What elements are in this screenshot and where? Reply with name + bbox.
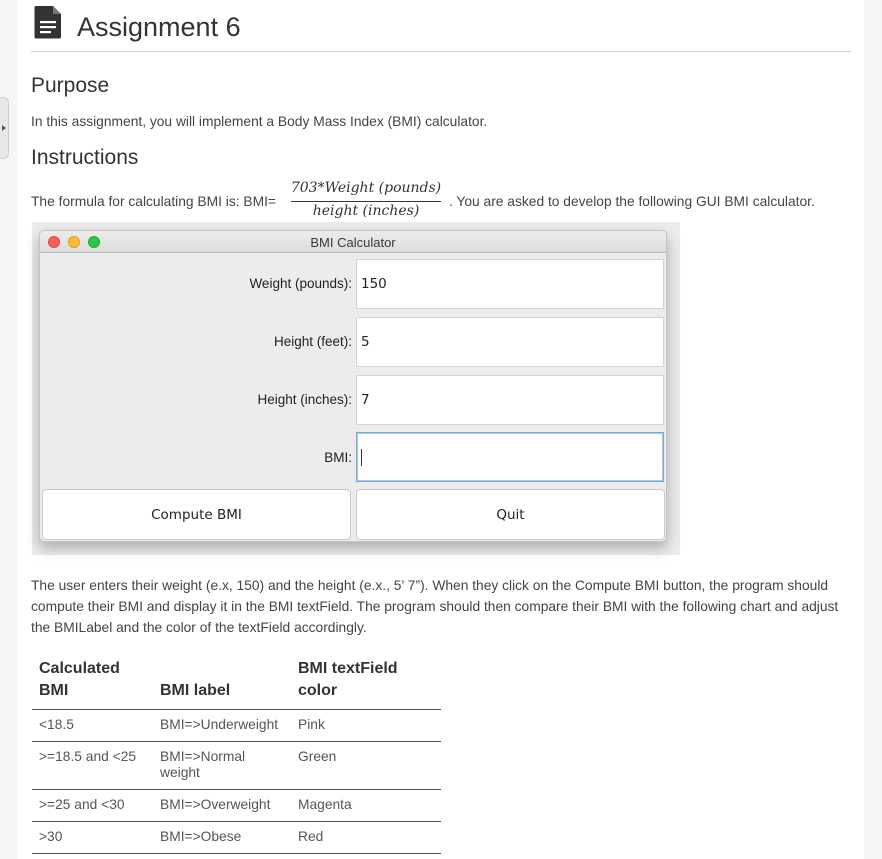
- header-bmi-label: BMI label: [153, 650, 291, 710]
- page-header: [31, 0, 851, 52]
- purpose-heading: Purpose: [31, 74, 110, 97]
- window-titlebar: [40, 231, 666, 253]
- cell-bmi-label: BMI=>Overweight: [153, 790, 291, 822]
- purpose-text: In this assignment, you will implement a Body Mass Index (BMI) calculator.: [31, 114, 488, 129]
- bmi-field[interactable]: [356, 432, 664, 482]
- page-title: Assignment 6: [77, 12, 241, 42]
- formula-numerator: 703*Weight (pounds): [290, 180, 442, 196]
- cell-bmi-range: >30: [32, 822, 153, 854]
- header-textfield-color: BMI textField color: [291, 650, 441, 710]
- cell-bmi-label: BMI=>Underweight: [153, 710, 291, 742]
- cell-color: Red: [291, 822, 441, 854]
- height-inches-label: Height (inches):: [257, 392, 352, 407]
- weight-field[interactable]: 150: [356, 259, 664, 309]
- document-icon: [33, 5, 63, 39]
- chevron-right-icon: [2, 125, 6, 131]
- table-row: [32, 822, 441, 854]
- formula-prefix: The formula for calculating BMI is: BMI=: [31, 194, 276, 209]
- bmi-label: BMI:: [324, 450, 352, 465]
- description-text: The user enters their weight (e.x, 150) and the height (e.x., 5’ 7”). When they click on the Compute BMI button, the program should compute their BMI and display it in the BMI textField. The program should then compare their BMI with the following chart and adjust the BMILabel and the color of the textField accordingly.: [31, 578, 839, 635]
- text-caret: [361, 449, 362, 466]
- calculator-screenshot: [32, 222, 680, 555]
- table-row: [32, 790, 441, 822]
- cell-bmi-range: >=18.5 and <25: [32, 742, 153, 790]
- cell-color: Green: [291, 742, 441, 790]
- formula-suffix: . You are asked to develop the following GUI BMI calculator.: [449, 194, 815, 209]
- cell-color: Pink: [291, 710, 441, 742]
- formula-line: [31, 180, 851, 224]
- weight-label: Weight (pounds):: [249, 276, 352, 291]
- table-row: [32, 742, 441, 790]
- assignment-page: [17, 0, 864, 859]
- quit-button[interactable]: Quit: [356, 489, 665, 540]
- height-feet-field[interactable]: 5: [356, 317, 664, 367]
- bmi-calculator-window: [39, 230, 667, 542]
- bmi-chart-table: [32, 650, 441, 854]
- sidebar-toggle[interactable]: [0, 97, 9, 159]
- fraction-bar: [291, 201, 441, 202]
- table-header-row: [32, 650, 441, 710]
- instructions-heading: Instructions: [31, 146, 139, 169]
- cell-bmi-range: >=25 and <30: [32, 790, 153, 822]
- header-calculated-bmi: Calculated BMI: [32, 650, 153, 710]
- cell-bmi-label: BMI=>Obese: [153, 822, 291, 854]
- height-feet-label: Height (feet):: [273, 334, 352, 349]
- formula-denominator: height (inches): [312, 203, 420, 219]
- compute-bmi-button[interactable]: Compute BMI: [42, 489, 351, 540]
- cell-bmi-label: BMI=>Normal weight: [153, 742, 291, 790]
- window-title: BMI Calculator: [310, 235, 396, 250]
- cell-color: Magenta: [291, 790, 441, 822]
- height-inches-field[interactable]: 7: [356, 375, 664, 425]
- cell-bmi-range: <18.5: [32, 710, 153, 742]
- table-row: [32, 710, 441, 742]
